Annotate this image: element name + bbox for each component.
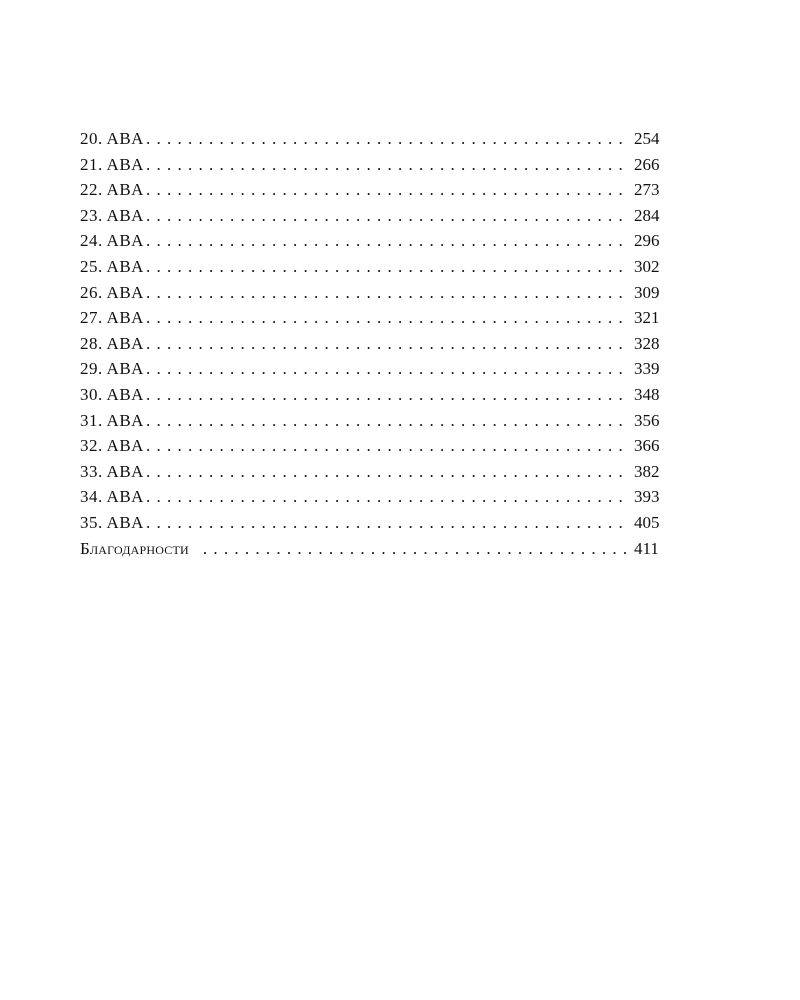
toc-entry-page: 302 xyxy=(634,256,660,276)
toc-entry-23 xyxy=(80,203,664,229)
toc-leader-dots xyxy=(146,126,628,152)
toc-leader-dots xyxy=(146,433,628,459)
toc-entry-32 xyxy=(80,433,664,459)
toc-entry-title: 35. ABA xyxy=(80,512,144,532)
toc-leader-dots xyxy=(146,459,628,485)
toc-entry-page: 328 xyxy=(634,333,660,353)
toc-entry-title: 27. ABA xyxy=(80,308,144,328)
toc-entry-page: 266 xyxy=(634,154,660,174)
toc-entry-title: 25. ABA xyxy=(80,256,144,276)
toc-entry-title: 28. ABA xyxy=(80,333,144,353)
toc-entry-title: 20. ABA xyxy=(80,129,144,148)
toc-entry-22 xyxy=(80,177,664,203)
toc-entry-page: 348 xyxy=(634,384,660,404)
toc-leader-dots xyxy=(146,280,628,306)
toc-entry-20 xyxy=(80,126,664,152)
toc-entry-title: 32. ABA xyxy=(80,436,144,456)
toc-entry-acknowledgements xyxy=(80,536,664,562)
toc-entry-title: 22. ABA xyxy=(80,180,144,200)
toc-leader-dots xyxy=(146,331,628,357)
toc-entry-page: 273 xyxy=(634,180,660,200)
toc-entry-title: 29. ABA xyxy=(80,359,144,379)
toc-entry-title: 31. ABA xyxy=(80,410,144,430)
toc-entry-25 xyxy=(80,254,664,280)
toc-entry-30 xyxy=(80,382,664,408)
toc-entry-21 xyxy=(80,152,664,178)
toc-entry-page: 382 xyxy=(634,461,660,481)
toc-entry-page: 393 xyxy=(634,487,660,507)
toc-entry-title: 21. ABA xyxy=(80,154,144,174)
toc-entry-28 xyxy=(80,331,664,357)
toc-entry-31 xyxy=(80,408,664,434)
table-of-contents xyxy=(80,126,664,561)
toc-leader-dots xyxy=(146,152,628,178)
toc-entry-page: 296 xyxy=(634,231,660,251)
toc-entry-page: 356 xyxy=(634,410,660,430)
toc-entry-26 xyxy=(80,280,664,306)
toc-leader-dots xyxy=(146,484,628,510)
toc-entry-page: 405 xyxy=(634,512,660,532)
toc-leader-dots xyxy=(146,203,628,229)
toc-leader-dots xyxy=(203,536,628,562)
toc-leader-dots xyxy=(146,305,628,331)
toc-entry-35 xyxy=(80,510,664,536)
toc-entry-page: 366 xyxy=(634,436,660,456)
toc-leader-dots xyxy=(146,228,628,254)
toc-entry-title: 24. ABA xyxy=(80,231,144,251)
toc-leader-dots xyxy=(146,382,628,408)
toc-entry-33 xyxy=(80,459,664,485)
toc-entry-page: 321 xyxy=(634,308,660,328)
toc-entry-page: 339 xyxy=(634,359,660,379)
toc-entry-title: 30. ABA xyxy=(80,384,144,404)
toc-entry-34 xyxy=(80,484,664,510)
toc-entry-title: 34. ABA xyxy=(80,487,144,507)
toc-entry-title: 23. ABA xyxy=(80,205,144,225)
toc-entry-page: 309 xyxy=(634,282,660,302)
toc-entry-27 xyxy=(80,305,664,331)
toc-entry-page: 411 xyxy=(634,538,659,558)
toc-entry-29 xyxy=(80,356,664,382)
toc-leader-dots xyxy=(146,408,628,434)
toc-entry-title: Благодарности xyxy=(80,538,189,558)
toc-entry-24 xyxy=(80,228,664,254)
toc-entry-title: 26. ABA xyxy=(80,282,144,302)
toc-leader-dots xyxy=(146,356,628,382)
toc-leader-dots xyxy=(146,254,628,280)
toc-entry-title: 33. ABA xyxy=(80,461,144,481)
toc-leader-dots xyxy=(146,510,628,536)
toc-entry-page: 254 xyxy=(634,129,660,148)
toc-entry-page: 284 xyxy=(634,205,660,225)
toc-leader-dots xyxy=(146,177,628,203)
